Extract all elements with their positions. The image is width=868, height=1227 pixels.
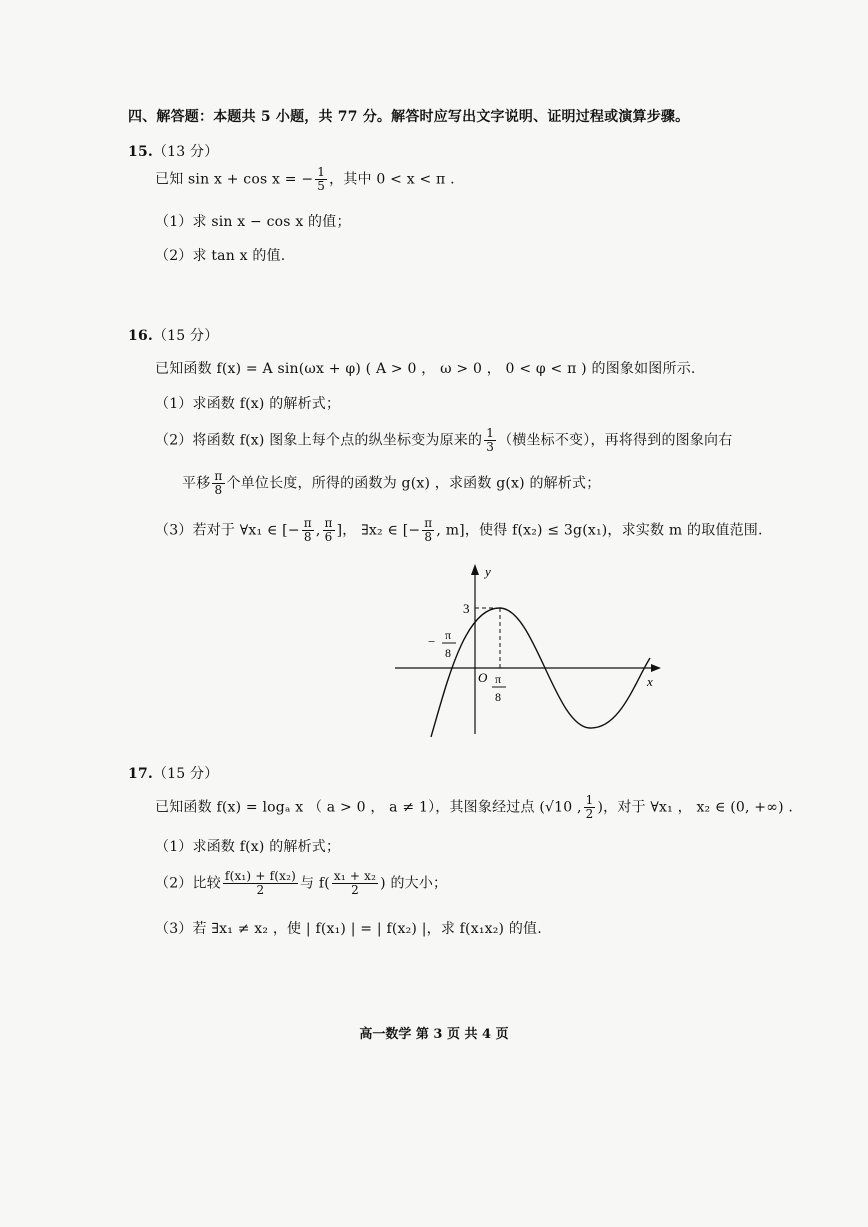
- q17-part-2: （2）比较 $\frac{\text{f(x₁) + f(x₂)}}{2}$ 与 f( $\frac{\text{x₁ + x₂}}{2}$ ) 的大小；: [155, 869, 448, 897]
- section-header: 四、解答题：本题共 5 小题，共 77 分。解答时应写出文字说明、证明过程或演算步骤。: [128, 109, 690, 125]
- q16-part-2-cont: 平移 $\frac{\pi}{8}$ 个单位长度，所得的函数为 g(x) ，求函数 g(x) 的解析式；: [182, 469, 601, 497]
- q17-part-1: （1）求函数 f(x) 的解析式；: [155, 839, 341, 855]
- q17-stem: 已知函数 f(x) = logₐ x （ a > 0 ， a ≠ 1），其图象经过点 (√10 , $\frac{1}{2}$ )，对于 ∀x₁ ， x₂ ∈ (0, +∞) .: [155, 793, 794, 821]
- q16-stem: 已知函数 f(x) = A sin(ωx + φ) ( A > 0 ， ω > 0 ， 0 < φ < π ) 的图象如图所示.: [155, 361, 696, 377]
- fraction: $\frac{1}{3}$: [486, 426, 495, 454]
- left-frac-den: 8: [445, 646, 451, 660]
- fraction: $\frac{1}{5}$: [317, 165, 326, 193]
- x-axis-arrow: [651, 664, 661, 672]
- fraction: $\frac{\text{f(x₁) + f(x₂)}}{2}$: [224, 869, 296, 897]
- right-frac-den: 8: [495, 690, 501, 704]
- q15-stem: 已知 sin x + cos x = − $\frac{1}{5}$ ，其中 0 < x < π .: [155, 165, 455, 193]
- q16-part-2: （2）将函数 f(x) 图象上每个点的纵坐标变为原来的 $\frac{1}{3}$ （横坐标不变），再将得到的图象向右: [155, 426, 733, 454]
- y-label: y: [485, 564, 491, 579]
- y-axis-arrow: [471, 564, 479, 575]
- fraction: $\frac{\text{x₁ + x₂}}{2}$: [333, 869, 377, 897]
- x-label: x: [647, 674, 653, 689]
- question-number-15: 15.（13 分）: [128, 144, 219, 160]
- page-footer: 高一数学 第 3 页 共 4 页: [359, 1027, 509, 1042]
- left-minus-sign: −: [428, 634, 436, 649]
- fraction: $\frac{\pi}{8}$: [303, 516, 312, 544]
- q16-part-3: （3）若对于 ∀x₁ ∈ [− $\frac{\pi}{8}$ , $\frac{\pi}{6}$ ]， ∃x₂ ∈ [− $\frac{\pi}{8}$ , m]，使得 f(x₂) ≤ 3g(x₁)，求实数 m 的取值范围.: [155, 516, 763, 544]
- q16-part-1: （1）求函数 f(x) 的解析式；: [155, 396, 341, 412]
- q15-part-1: （1）求 sin x − cos x 的值；: [155, 214, 351, 230]
- fraction: $\frac{\pi}{6}$: [324, 516, 333, 544]
- origin-label: O: [478, 670, 488, 685]
- max-label: 3: [463, 601, 470, 616]
- fraction: $\frac{\pi}{8}$: [424, 516, 433, 544]
- q17-part-3: （3）若 ∃x₁ ≠ x₂ ，使 | f(x₁) | = | f(x₂) |，求 f(x₁x₂) 的值.: [155, 921, 542, 937]
- right-frac-num: π: [495, 672, 502, 686]
- question-number-16: 16.（15 分）: [128, 328, 219, 344]
- fraction: $\frac{1}{2}$: [585, 793, 594, 821]
- sine-curve: [431, 608, 650, 737]
- question-number-17: 17.（15 分）: [128, 766, 219, 782]
- sine-graph: [395, 562, 665, 737]
- q15-part-2: （2）求 tan x 的值.: [155, 248, 286, 264]
- fraction: $\frac{\pi}{8}$: [214, 469, 223, 497]
- left-frac-num: π: [445, 628, 452, 642]
